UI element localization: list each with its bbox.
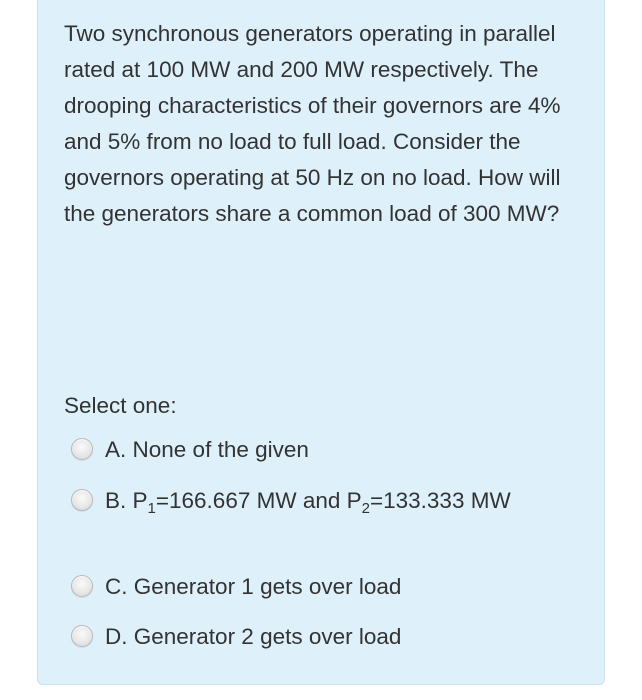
- radio-button-c[interactable]: [71, 575, 93, 597]
- option-d-label: D. Generator 2 gets over load: [105, 624, 402, 649]
- radio-button-b[interactable]: [71, 489, 93, 511]
- option-b-p2-value: =133.333 MW: [369, 488, 511, 513]
- option-c-label: C. Generator 1 gets over load: [105, 574, 402, 599]
- option-b-sub-2: 2: [361, 500, 370, 517]
- option-b[interactable]: [71, 484, 551, 518]
- option-a-label: A. None of the given: [105, 437, 309, 462]
- option-b-label: [105, 484, 525, 518]
- option-a[interactable]: [71, 433, 551, 467]
- radio-button-d[interactable]: [71, 625, 93, 647]
- option-b-p1: B. P: [105, 488, 148, 513]
- option-c[interactable]: [71, 570, 551, 604]
- option-d[interactable]: [71, 620, 551, 654]
- option-b-p1-value: =166.667 MW and P: [155, 488, 362, 513]
- select-one-prompt: Select one:: [64, 393, 177, 418]
- question-card: [37, 0, 605, 685]
- radio-button-a[interactable]: [71, 438, 93, 460]
- question-text: Two synchronous generators operating in parallel rated at 100 MW and 200 MW respectively. The drooping characteristics of their governors are 4% and 5% from no load to full load. Consider the governors operating at 50 Hz on no load. How will the generators share a common load of 300 MW?: [64, 21, 561, 226]
- option-b-sub-1: 1: [147, 500, 156, 517]
